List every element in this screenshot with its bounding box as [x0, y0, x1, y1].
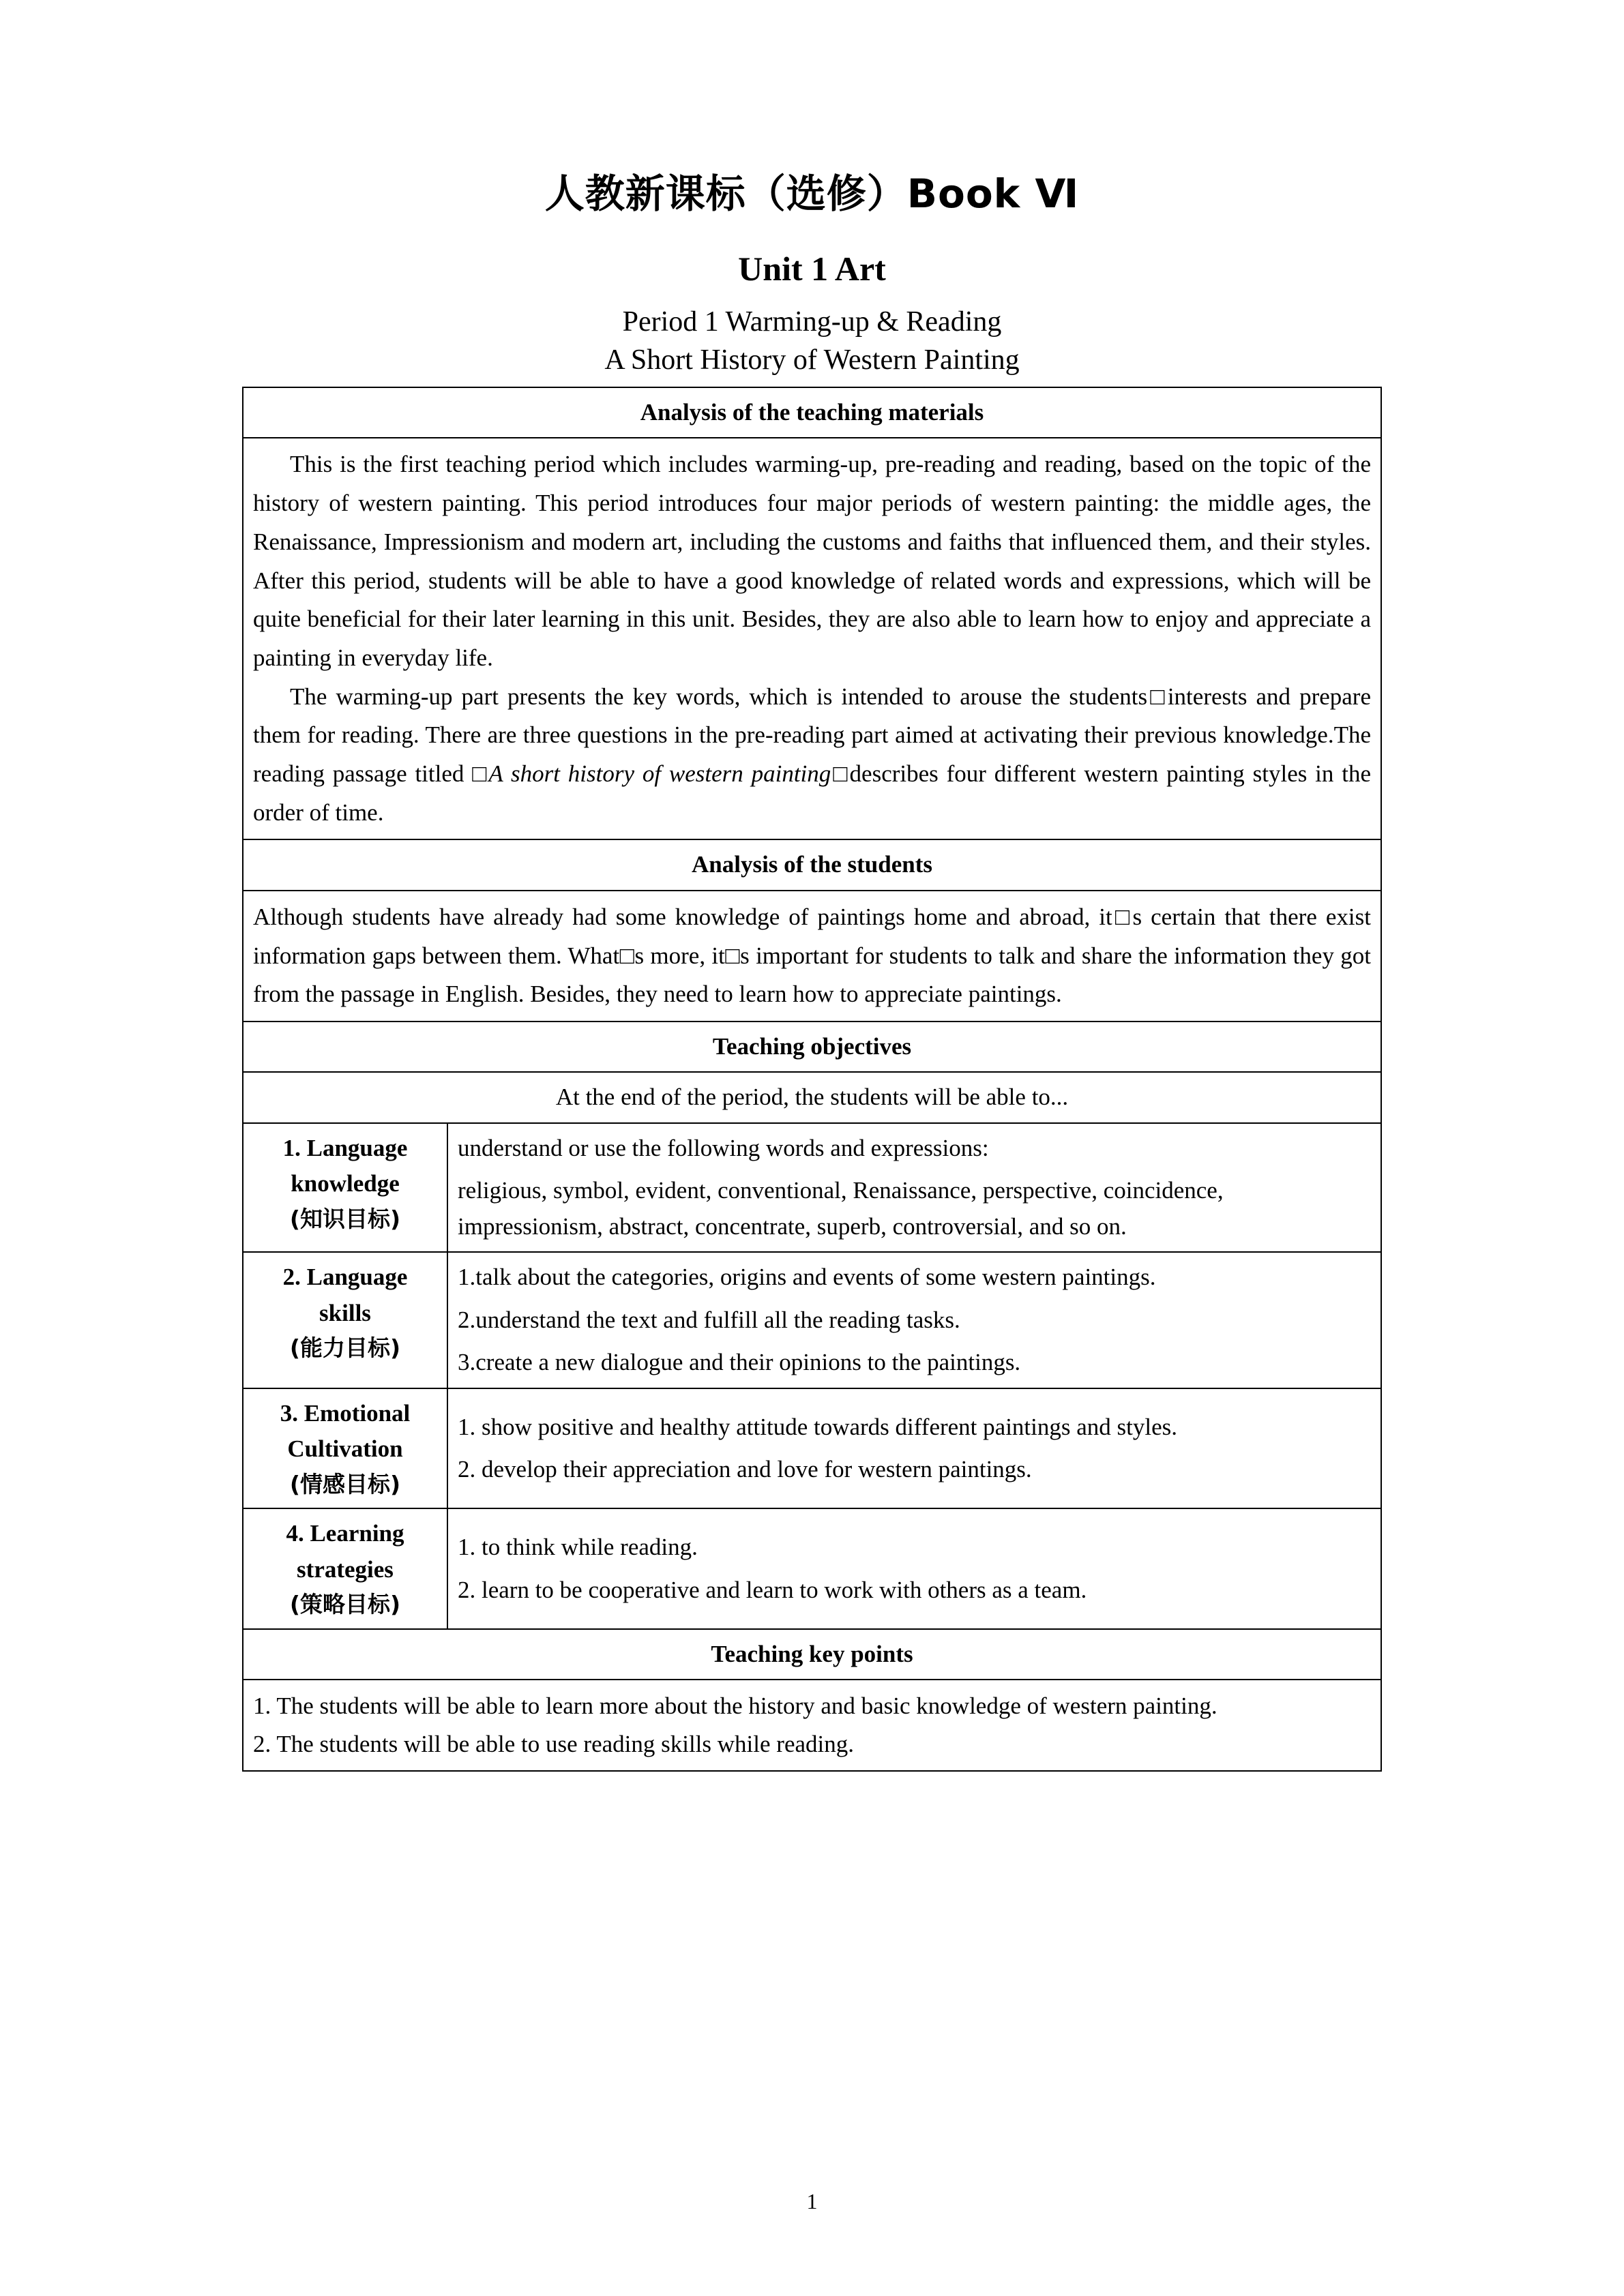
objective-label-line-3: (知识目标) [289, 1205, 401, 1232]
objective-label-line-1: 4. Learning [286, 1520, 404, 1547]
page-title: 人教新课标（选修）Book Ⅵ [544, 170, 1080, 217]
materials-paragraph-1: This is the first teaching period which includes warming-up, pre-reading and reading, based on the topic of the history of western painting. This period introduces four major periods of western painting: the middle ages, the Renaissance, Impressionism and modern art, including the customs and faiths that influenced them, and their styles. After this period, students will be able to have a good knowledge of related words and expressions, which will be quite beneficial for their later learning in this unit. Besides, they are also able to learn how to enjoy and appreciate a painting in everyday life. [253, 451, 1371, 671]
period-title: Period 1 Warming-up & Reading [622, 305, 1002, 338]
objective-line: religious, symbol, evident, conventional, Renaissance, perspective, coincidence, impressionism, abstract, concentrate, superb, controversial, and so on. [458, 1177, 1224, 1240]
unit-title: Unit 1 Art [738, 249, 886, 288]
materials-paragraph-2-part-a: The warming-up part presents the key words, which is intended to arouse the students□interests and prepare them for reading. There are three questions in the pre-reading part aimed at activating their previous knowledge.The reading passage titled □ [253, 683, 1371, 787]
objective-body-learning-strategies [447, 1508, 1381, 1629]
students-body [243, 891, 1381, 1022]
table-row [243, 1252, 1381, 1388]
objective-line: 2. develop their appreciation and love for western paintings. [458, 1456, 1032, 1483]
objective-body-language-knowledge [447, 1123, 1381, 1253]
objective-label-line-2: skills [319, 1299, 371, 1326]
objective-body-emotional-cultivation [447, 1388, 1381, 1509]
table-row [243, 438, 1381, 839]
key-point-line: 2. The students will be able to use reading skills while reading. [253, 1731, 854, 1758]
materials-paragraph-2-part-b: □describes four different western painting styles in the order of time. [253, 760, 1371, 826]
objective-label-emotional-cultivation [243, 1388, 447, 1509]
materials-body [243, 438, 1381, 839]
table-row [243, 1629, 1381, 1680]
objective-line: 2. learn to be cooperative and learn to work with others as a team. [458, 1576, 1087, 1603]
table-row [243, 839, 1381, 891]
page-number: 1 [806, 2189, 818, 2213]
objective-label-line-3: (情感目标) [289, 1470, 401, 1497]
objectives-note: At the end of the period, the students will be able to... [243, 1072, 1381, 1123]
objective-label-line-3: (策略目标) [289, 1591, 401, 1618]
section-header-students: Analysis of the students [243, 839, 1381, 891]
table-row [243, 891, 1381, 1022]
objective-label-line-2: Cultivation [287, 1435, 403, 1463]
materials-paragraph-2 [253, 678, 1371, 833]
objective-line: 1. show positive and healthy attitude towards different paintings and styles. [458, 1413, 1177, 1440]
objective-label-line-1: 1. Language [282, 1134, 408, 1161]
objective-line: 3.create a new dialogue and their opinions to the paintings. [458, 1349, 1021, 1376]
objective-label-line-1: 3. Emotional [280, 1399, 411, 1427]
objective-label-learning-strategies [243, 1508, 447, 1629]
section-header-key-points: Teaching key points [243, 1629, 1381, 1680]
objective-label-language-knowledge [243, 1123, 447, 1253]
objective-line: 2.understand the text and fulfill all the reading tasks. [458, 1306, 960, 1333]
objective-line: 1. to think while reading. [458, 1534, 698, 1561]
table-row [243, 1123, 1381, 1253]
objective-label-language-skills [243, 1252, 447, 1388]
objective-label-line-2: strategies [297, 1555, 394, 1583]
objective-label-line-2: knowledge [291, 1170, 400, 1197]
table-row [243, 1022, 1381, 1073]
key-point-line: 1. The students will be able to learn more about the history and basic knowledge of western painting. [253, 1693, 1217, 1720]
table-row [243, 1388, 1381, 1509]
section-header-objectives: Teaching objectives [243, 1022, 1381, 1073]
section-header-materials: Analysis of the teaching materials [243, 387, 1381, 438]
objective-line: understand or use the following words and expressions: [458, 1134, 989, 1161]
objective-body-language-skills [447, 1252, 1381, 1388]
objective-line: 1.talk about the categories, origins and events of some western paintings. [458, 1264, 1156, 1291]
objective-label-line-1: 2. Language [282, 1264, 408, 1291]
table-row [243, 1072, 1381, 1123]
table-row [243, 1680, 1381, 1771]
reading-title: A Short History of Western Painting [604, 344, 1020, 376]
key-points-body [243, 1680, 1381, 1771]
objective-label-line-3: (能力目标) [289, 1335, 401, 1362]
table-row [243, 387, 1381, 438]
students-paragraph-1: Although students have already had some knowledge of paintings home and abroad, it□s certain that there exist information gaps between them. What□s more, it□s important for students to talk and share the information they got from the passage in English. Besides, they need to learn how to appreciate paintings. [253, 903, 1371, 1008]
materials-paragraph-2-italic: A short history of western painting [488, 760, 831, 787]
lesson-plan-table [242, 387, 1382, 1772]
table-row [243, 1508, 1381, 1629]
